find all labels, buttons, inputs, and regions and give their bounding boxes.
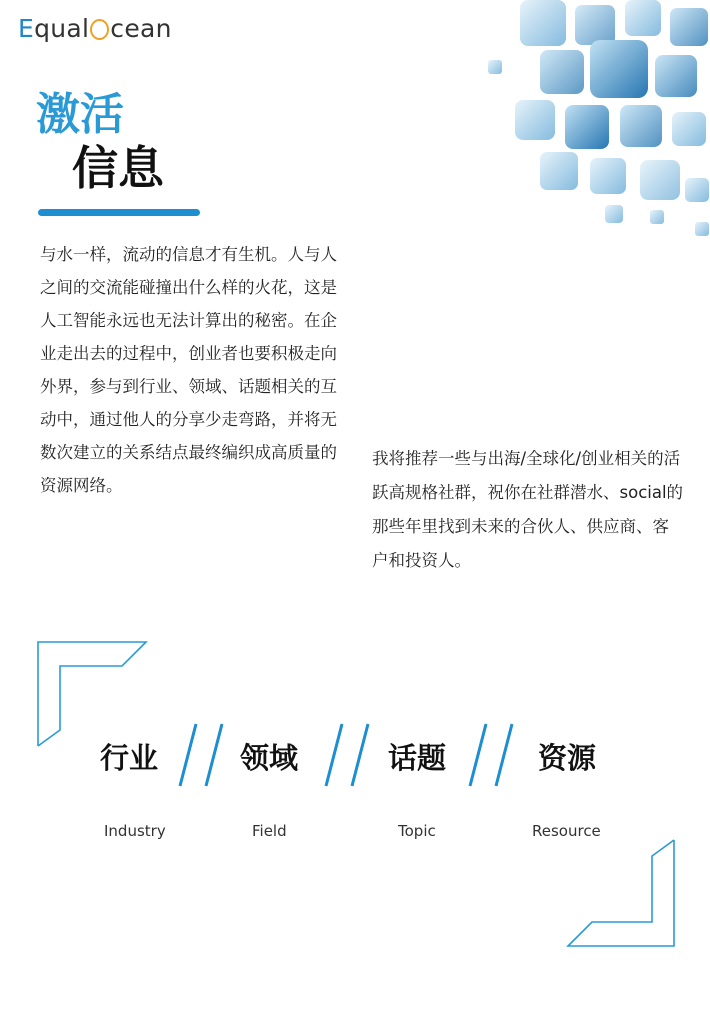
- logo-text-rest: qual: [34, 14, 90, 43]
- corner-bracket-top-icon: [36, 638, 152, 750]
- title-line1: 激活: [36, 89, 124, 140]
- logo-e-icon: E: [18, 14, 35, 43]
- category-field-en: Field: [252, 822, 287, 840]
- category-industry-en: Industry: [104, 822, 166, 840]
- double-slash-icon: [466, 720, 518, 790]
- title-underline-bar: [38, 209, 200, 216]
- brand-logo: [18, 14, 172, 43]
- category-topic: 话题: [388, 741, 447, 775]
- logo-text-part2: cean: [110, 14, 172, 43]
- category-resource: 资源: [538, 741, 597, 775]
- logo-o-icon: [90, 19, 109, 40]
- double-slash-icon: [176, 720, 228, 790]
- category-topic-en: Topic: [398, 822, 436, 840]
- corner-bracket-bottom-icon: [566, 838, 678, 950]
- title-line2: 信息: [72, 141, 164, 195]
- double-slash-icon: [322, 720, 374, 790]
- category-industry: 行业: [100, 741, 159, 775]
- category-resource-en: Resource: [532, 822, 601, 840]
- body-paragraph-1: 与水一样，流动的信息才有生机。人与人之间的交流能碰撞出什么样的火花，这是人工智能永远也无法计算出的秘密。在企业走出去的过程中，创业者也要积极走向外界，参与到行业、领域、话题相关的互动中，通过他人的分享少走弯路，并将无数次建立的关系结点最终编织成高质量的资源网络。: [40, 245, 337, 495]
- glossy-squares-graphic: [480, 0, 710, 240]
- body-paragraph-2: 我将推荐一些与出海/全球化/创业相关的活跃高规格社群，祝你在社群潜水、social的那些年里找到未来的合伙人、供应商、客户和投资人。: [372, 449, 684, 570]
- category-field: 领域: [240, 741, 299, 775]
